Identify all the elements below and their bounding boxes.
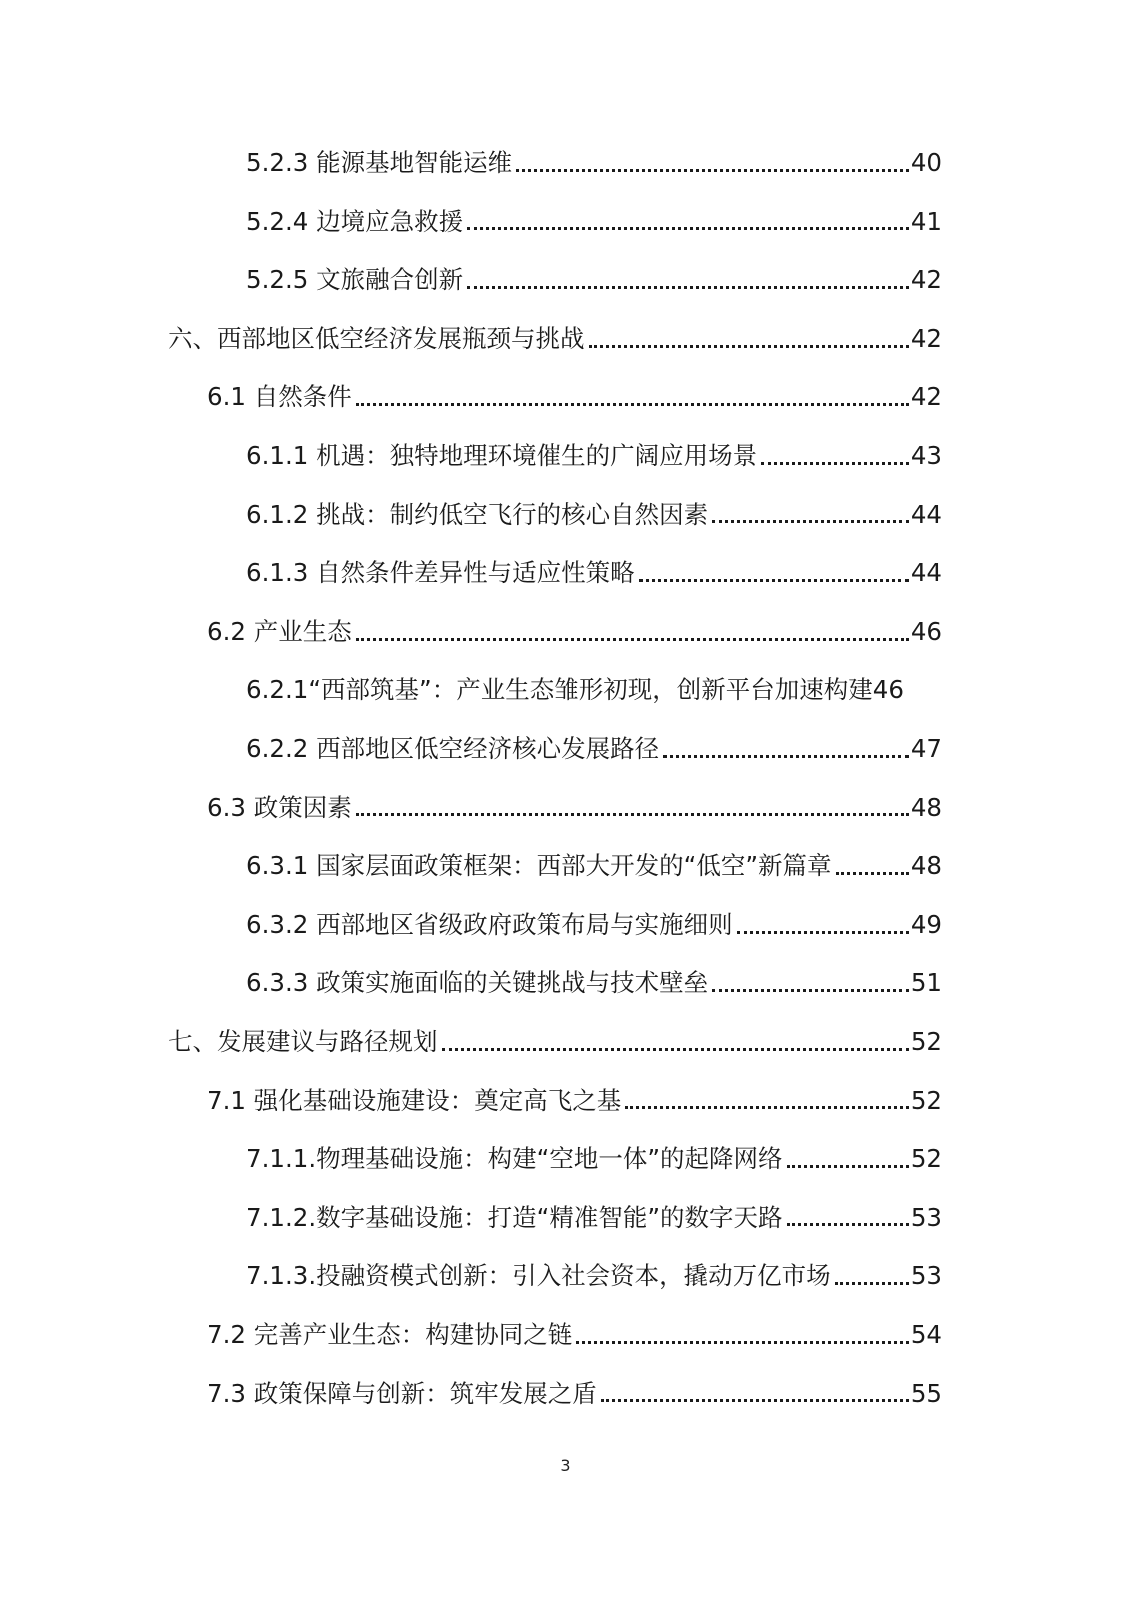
toc-entry-title: 7.1.3.投融资模式创新：引入社会资本，撬动万亿市场	[246, 1261, 831, 1291]
toc-entry-title: 5.2.5 文旅融合创新	[246, 265, 464, 295]
dot-leader	[589, 345, 909, 348]
toc-entry-title: 6.1.1 机遇：独特地理环境催生的广阔应用场景	[246, 441, 758, 471]
toc-entry[interactable]	[0, 1072, 1131, 1131]
toc-entry[interactable]	[0, 1247, 1131, 1306]
toc-entry-title: 7.1 强化基础设施建设：奠定高飞之基	[207, 1085, 622, 1115]
toc-entry-title: 6.2.2 西部地区低空经济核心发展路径	[246, 733, 660, 763]
dot-leader	[356, 813, 909, 816]
toc-entry-page: 49	[910, 909, 942, 939]
toc-entry-title: 6.2.1“西部筑基”：产业生态雏形初现，创新平台加速构建	[246, 675, 873, 705]
toc-entry-title: 6.3.3 政策实施面临的关键挑战与技术壁垒	[246, 968, 709, 998]
toc-entry-page: 46	[910, 616, 942, 646]
toc-entry-page: 42	[910, 265, 942, 295]
toc-entry[interactable]	[0, 954, 1131, 1013]
dot-leader	[467, 227, 909, 230]
toc-entry-page: 42	[910, 323, 942, 353]
toc-entry-page: 40	[910, 148, 942, 178]
toc-entry-title: 6.2 产业生态	[207, 616, 352, 646]
dot-leader	[467, 286, 909, 289]
toc-entry-title: 5.2.3 能源基地智能运维	[246, 148, 513, 178]
toc-entry[interactable]	[0, 779, 1131, 838]
toc-entry-page: 55	[910, 1378, 942, 1408]
dot-leader	[787, 1165, 909, 1168]
toc-entry-title: 七、发展建议与路径规划	[168, 1026, 438, 1056]
toc-entry-page: 43	[910, 441, 942, 471]
dot-leader	[787, 1223, 909, 1226]
dot-leader	[835, 1282, 909, 1285]
table-of-contents	[0, 134, 1131, 1423]
toc-entry-page: 41	[910, 206, 942, 236]
toc-entry-page: 48	[910, 792, 942, 822]
toc-entry-page: 51	[910, 968, 942, 998]
dot-leader	[356, 403, 909, 406]
toc-entry[interactable]	[0, 661, 1131, 720]
toc-entry-page: 53	[910, 1202, 942, 1232]
toc-entry[interactable]	[0, 720, 1131, 779]
toc-entry-page: 52	[910, 1144, 942, 1174]
toc-entry[interactable]	[0, 1306, 1131, 1365]
toc-entry[interactable]	[0, 310, 1131, 369]
page-number: 3	[560, 1456, 571, 1475]
toc-entry[interactable]	[0, 837, 1131, 896]
toc-entry-title: 6.1 自然条件	[207, 382, 352, 412]
toc-entry-page: 44	[910, 558, 942, 588]
toc-entry-page: 48	[910, 851, 942, 881]
toc-entry-page: 44	[910, 499, 942, 529]
dot-leader	[576, 1341, 909, 1344]
toc-entry-title: 6.1.2 挑战：制约低空飞行的核心自然因素	[246, 499, 709, 529]
toc-entry-title: 6.3.2 西部地区省级政府政策布局与实施细则	[246, 909, 733, 939]
toc-entry[interactable]	[0, 896, 1131, 955]
toc-entry[interactable]	[0, 603, 1131, 662]
dot-leader	[442, 1048, 909, 1051]
dot-leader	[356, 638, 909, 641]
toc-entry-title: 5.2.4 边境应急救援	[246, 206, 464, 236]
toc-entry[interactable]	[0, 1189, 1131, 1248]
toc-entry[interactable]	[0, 134, 1131, 193]
toc-entry-title: 六、西部地区低空经济发展瓶颈与挑战	[168, 323, 585, 353]
toc-entry[interactable]	[0, 427, 1131, 486]
dot-leader	[516, 169, 909, 172]
toc-entry[interactable]	[0, 1364, 1131, 1423]
toc-entry[interactable]	[0, 251, 1131, 310]
toc-entry-title: 7.2 完善产业生态：构建协同之链	[207, 1319, 573, 1349]
dot-leader	[761, 462, 909, 465]
toc-entry-title: 7.1.1.物理基础设施：构建“空地一体”的起降网络	[246, 1144, 783, 1174]
dot-leader	[712, 520, 909, 523]
toc-entry-page: 53	[910, 1261, 942, 1291]
dot-leader	[625, 1106, 909, 1109]
toc-entry[interactable]	[0, 1013, 1131, 1072]
toc-entry[interactable]	[0, 544, 1131, 603]
dot-leader	[663, 755, 909, 758]
toc-entry[interactable]	[0, 368, 1131, 427]
toc-entry[interactable]	[0, 193, 1131, 252]
toc-entry-page: 52	[910, 1026, 942, 1056]
toc-entry-page: 42	[910, 382, 942, 412]
dot-leader	[836, 872, 909, 875]
toc-entry-title: 6.3.1 国家层面政策框架：西部大开发的“低空”新篇章	[246, 851, 832, 881]
dot-leader	[639, 579, 909, 582]
toc-entry-page: 52	[910, 1085, 942, 1115]
toc-entry[interactable]	[0, 1130, 1131, 1189]
toc-entry-title: 7.1.2.数字基础设施：打造“精准智能”的数字天路	[246, 1202, 783, 1232]
dot-leader	[737, 931, 909, 934]
toc-entry-title: 7.3 政策保障与创新：筑牢发展之盾	[207, 1378, 597, 1408]
toc-entry-page: 47	[910, 733, 942, 763]
toc-entry[interactable]	[0, 486, 1131, 545]
toc-entry-page: 54	[910, 1319, 942, 1349]
dot-leader	[601, 1399, 909, 1402]
toc-entry-title: 6.1.3 自然条件差异性与适应性策略	[246, 558, 635, 588]
dot-leader	[712, 989, 909, 992]
toc-entry-page: 46	[872, 675, 904, 705]
toc-entry-title: 6.3 政策因素	[207, 792, 352, 822]
